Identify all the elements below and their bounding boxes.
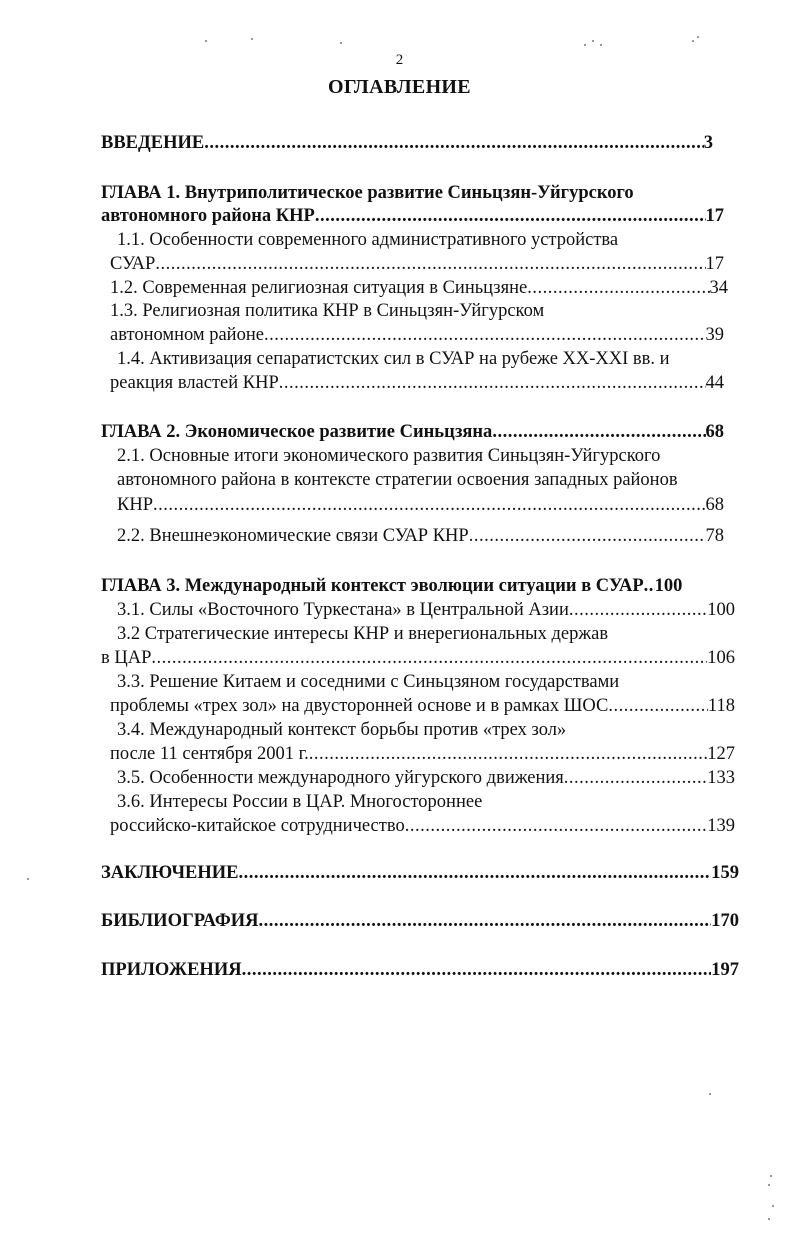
- toc-entry-page: 159: [711, 863, 739, 883]
- scan-speck: [770, 1175, 772, 1177]
- toc-entry-label: ГЛАВА 3. Международный контекст эволюции ситуации в СУАР: [101, 576, 644, 596]
- leader-dots: [644, 575, 655, 597]
- toc-entry-introduction[interactable]: [101, 132, 713, 154]
- scan-speck: [251, 38, 253, 40]
- scan-speck: [768, 1184, 770, 1186]
- toc-entry-label: ГЛАВА 2. Экономическое развитие Синьцзяна: [101, 422, 493, 442]
- toc-entry-page: 68: [705, 422, 724, 442]
- chapter-1-heading[interactable]: ГЛАВА 1. Внутриполитическое развитие Синьцзян-Уйгурского: [101, 183, 634, 203]
- toc-entry-chapter-1[interactable]: [101, 205, 724, 227]
- toc-entry-label: в ЦАР: [101, 648, 152, 668]
- toc-entry-page: 106: [707, 648, 735, 668]
- leader-dots: [239, 862, 712, 884]
- toc-entry-section-1-3[interactable]: [110, 324, 724, 346]
- toc-entry-page: 17: [705, 206, 724, 226]
- toc-entry-section-1-1[interactable]: [110, 253, 724, 275]
- section-1-3-title[interactable]: 1.3. Религиозная политика КНР в Синьцзян-Уйгурском: [110, 301, 545, 321]
- toc-entry-section-2-2[interactable]: [117, 525, 724, 547]
- leader-dots: [309, 743, 707, 765]
- toc-entry-page: 100: [654, 576, 683, 596]
- toc-entry-section-3-3[interactable]: [110, 695, 735, 717]
- toc-entry-page: 78: [705, 526, 724, 546]
- toc-entry-label: после 11 сентября 2001 г.: [110, 744, 309, 764]
- toc-entry-label: КНР: [117, 495, 153, 515]
- section-1-1-title[interactable]: 1.1. Особенности современного административного устройства: [117, 230, 619, 250]
- toc-entry-page: 197: [711, 960, 739, 980]
- leader-dots: [527, 277, 709, 299]
- page-number: 2: [395, 52, 404, 68]
- toc-entry-section-3-2[interactable]: [101, 647, 735, 669]
- toc-entry-appendices[interactable]: [101, 959, 739, 981]
- leader-dots: [242, 959, 712, 981]
- leader-dots: [469, 525, 706, 547]
- section-2-1-title[interactable]: 2.1. Основные итоги экономического развития Синьцзян-Уйгурского: [117, 446, 661, 466]
- toc-entry-label: ПРИЛОЖЕНИЯ: [101, 960, 242, 980]
- toc-entry-conclusion[interactable]: [101, 862, 739, 884]
- toc-entry-label: российско-китайское сотрудничество: [110, 816, 405, 836]
- scan-speck: [584, 44, 586, 46]
- section-3-6-title[interactable]: 3.6. Интересы России в ЦАР. Многостороннее: [117, 792, 483, 812]
- toc-entry-page: 100: [707, 600, 735, 620]
- toc-entry-chapter-3[interactable]: [101, 575, 735, 597]
- scan-speck: [340, 42, 342, 44]
- scan-speck: [772, 1205, 774, 1207]
- toc-entry-section-1-4[interactable]: [110, 372, 724, 394]
- leader-dots: [153, 494, 706, 516]
- leader-dots: [151, 647, 707, 669]
- leader-dots: [608, 695, 708, 717]
- toc-entry-page: 133: [707, 768, 735, 788]
- toc-entry-label: 3.1. Силы «Восточного Туркестана» в Центральной Азии: [117, 600, 569, 620]
- leader-dots: [204, 132, 704, 154]
- toc-entry-label: ВВЕДЕНИЕ: [101, 133, 205, 153]
- scan-speck: [592, 40, 594, 42]
- toc-entry-label: БИБЛИОГРАФИЯ: [101, 911, 259, 931]
- scan-speck: [600, 44, 602, 46]
- toc-entry-section-2-1[interactable]: [117, 494, 724, 516]
- scan-speck: [692, 40, 694, 42]
- toc-entry-label: 3.5. Особенности международного уйгурского движения: [117, 768, 564, 788]
- scan-speck: [697, 36, 699, 38]
- toc-entry-page: 3: [703, 133, 713, 153]
- leader-dots: [569, 599, 707, 621]
- page-title: ОГЛАВЛЕНИЕ: [328, 76, 471, 98]
- leader-dots: [155, 253, 705, 275]
- toc-entry-page: 127: [707, 744, 735, 764]
- leader-dots: [259, 910, 712, 932]
- toc-entry-label: СУАР: [110, 254, 156, 274]
- section-3-4-title[interactable]: 3.4. Международный контекст борьбы против «трех зол»: [117, 720, 567, 740]
- toc-entry-section-3-6[interactable]: [110, 815, 735, 837]
- section-2-1-title-cont[interactable]: автономного района в контексте стратегии освоения западных районов: [117, 470, 678, 490]
- leader-dots: [564, 767, 707, 789]
- toc-entry-chapter-2[interactable]: [101, 421, 724, 443]
- scan-speck: [768, 1218, 770, 1220]
- leader-dots: [405, 815, 708, 837]
- toc-entry-page: 68: [705, 495, 724, 515]
- toc-entry-page: 39: [705, 325, 724, 345]
- toc-entry-label: реакция властей КНР: [110, 373, 279, 393]
- toc-entry-section-3-1[interactable]: [117, 599, 735, 621]
- toc-entry-bibliography[interactable]: [101, 910, 739, 932]
- leader-dots: [492, 421, 705, 443]
- toc-entry-page: 34: [709, 278, 728, 298]
- leader-dots: [315, 205, 706, 227]
- leader-dots: [279, 372, 706, 394]
- leader-dots: [264, 324, 706, 346]
- toc-entry-label: автономного района КНР: [101, 206, 315, 226]
- toc-entry-section-3-4[interactable]: [110, 743, 735, 765]
- toc-entry-label: автономном районе: [110, 325, 264, 345]
- toc-entry-page: 118: [707, 696, 735, 716]
- scan-speck: [709, 1093, 711, 1095]
- toc-entry-page: 17: [705, 254, 724, 274]
- toc-entry-page: 170: [711, 911, 739, 931]
- toc-entry-label: 1.2. Современная религиозная ситуация в Синьцзяне: [110, 278, 528, 298]
- toc-entry-label: ЗАКЛЮЧЕНИЕ: [101, 863, 239, 883]
- section-1-4-title[interactable]: 1.4. Активизация сепаратистских сил в СУАР на рубеже XX-XXI вв. и: [117, 349, 670, 369]
- toc-entry-label: 2.2. Внешнеэкономические связи СУАР КНР: [117, 526, 469, 546]
- toc-entry-section-1-2[interactable]: [110, 277, 728, 299]
- scan-speck: [205, 40, 207, 42]
- toc-entry-page: 139: [707, 816, 735, 836]
- toc-entry-section-3-5[interactable]: [117, 767, 735, 789]
- toc-entry-label: проблемы «трех зол» на двусторонней основе и в рамках ШОС: [110, 696, 609, 716]
- section-3-2-title[interactable]: 3.2 Стратегические интересы КНР и внерегиональных держав: [117, 624, 609, 644]
- scan-speck: [27, 878, 29, 880]
- toc-entry-page: 44: [705, 373, 724, 393]
- section-3-3-title[interactable]: 3.3. Решение Китаем и соседними с Синьцзяном государствами: [117, 672, 620, 692]
